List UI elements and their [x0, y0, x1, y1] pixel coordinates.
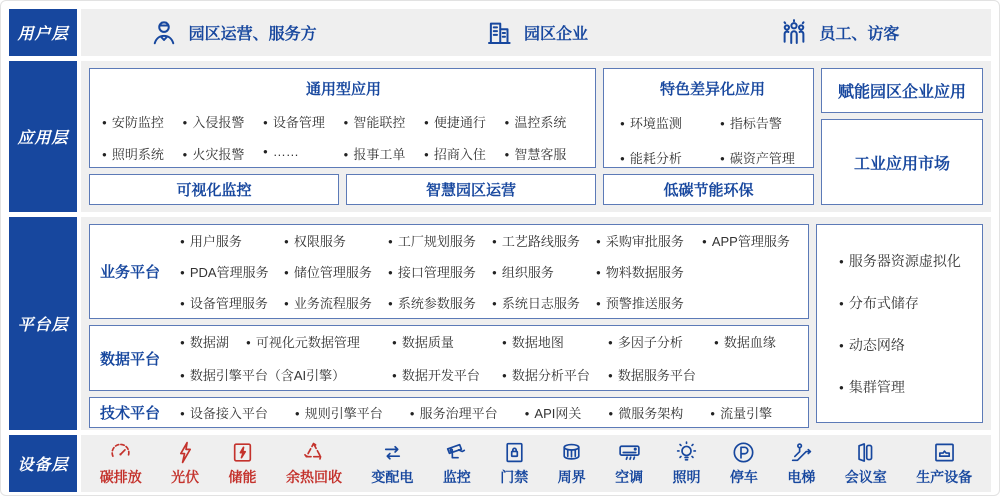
device-layer-content [81, 435, 991, 492]
device-access-control [500, 440, 528, 487]
device-label: 变配电 [371, 469, 414, 485]
device-elevator [787, 440, 815, 487]
enterprise-apps-column [821, 68, 983, 205]
application-layer-row [9, 61, 991, 212]
tech-platform-items [180, 403, 808, 422]
device-label: 生产设备 [916, 469, 973, 485]
platform-item: ● 数据血缘 [714, 332, 808, 351]
device-label: 储能 [228, 469, 257, 485]
platform-item: ● 组织服务 [492, 262, 596, 281]
meeting-room-icon [853, 440, 878, 465]
user-layer-label: 用户层 [9, 9, 77, 56]
platform-item: ● APP管理服务 [702, 231, 808, 250]
app-item: ● 设备管理 [263, 112, 344, 131]
special-apps-box [603, 68, 814, 168]
data-platform-box [89, 325, 809, 391]
data-platform-title: 数据平台 [100, 350, 161, 368]
platform-layer-row [9, 217, 991, 430]
smart-park-operation-box: 智慧园区运营 [346, 174, 596, 205]
platform-item: ● 数据服务平台 [608, 365, 714, 384]
general-apps-column [89, 68, 596, 205]
device-lighting [673, 440, 701, 487]
platform-item: ● 多因子分析 [608, 332, 714, 351]
business-platform-grid [180, 231, 808, 312]
business-platform-box [89, 224, 809, 319]
device-waste-heat-recovery [286, 440, 342, 487]
app-item: ● 安防监控 [102, 112, 183, 131]
operator-person-icon [149, 18, 179, 48]
app-item: ● 入侵报警 [183, 112, 264, 131]
platform-item: ● 物料数据服务 [596, 262, 702, 281]
user-layer-row [9, 9, 991, 56]
device-label: 门禁 [500, 469, 529, 485]
app-item: ● 环境监测 [620, 113, 720, 132]
app-item: ● 温控系统 [505, 112, 586, 131]
infra-item: ● 集群管理 [839, 377, 982, 397]
special-apps-column [603, 68, 814, 205]
platform-item: ● 用户服务 [180, 231, 284, 250]
platform-item: ● 数据湖 [180, 332, 246, 351]
platform-item: ● PDA管理服务 [180, 262, 284, 281]
parking-icon [731, 440, 756, 465]
door-lock-icon [502, 440, 527, 465]
special-apps-grid [620, 113, 805, 167]
infra-item: ● 动态网络 [839, 335, 982, 355]
people-group-icon [779, 18, 809, 48]
swap-arrows-icon [380, 440, 405, 465]
user-group-label: 员工、访客 [819, 26, 900, 43]
platform-layer-content [81, 217, 991, 430]
device-surveillance [443, 440, 471, 487]
device-layer-row [9, 435, 991, 492]
app-item: ● 报事工单 [344, 144, 425, 163]
lightning-icon [173, 440, 198, 465]
app-item: ● 智能联控 [344, 112, 425, 131]
application-layer-content [81, 61, 991, 212]
device-label: 监控 [442, 469, 471, 485]
grid-spacer [702, 262, 808, 281]
grid-spacer [702, 293, 808, 312]
platform-item: ● 设备管理服务 [180, 293, 284, 312]
escalator-icon [789, 440, 814, 465]
device-production-equipment [916, 440, 972, 487]
platform-item: ● 服务治理平台 [410, 403, 498, 422]
platform-item: ● 数据开发平台 [392, 365, 502, 384]
device-parking [730, 440, 758, 487]
general-apps-pills [89, 174, 596, 205]
app-item: ● 碳资产管理 [720, 148, 805, 167]
user-group-label: 园区运营、服务方 [188, 26, 317, 43]
app-item: ● 招商入住 [424, 144, 505, 163]
device-label: 光伏 [171, 469, 200, 485]
user-group-staff-visitors [688, 18, 991, 48]
platform-item: ● 业务流程服务 [284, 293, 388, 312]
platform-item: ● 储位管理服务 [284, 262, 388, 281]
platform-item: ● 数据质量 [392, 332, 502, 351]
device-air-conditioner [615, 440, 643, 487]
industrial-app-market-box: 工业应用市场 [821, 119, 983, 205]
platform-item: ● 流量引擎 [710, 403, 772, 422]
platform-item: ● 可视化元数据管理 [246, 332, 392, 351]
platform-item: ● 接口管理服务 [388, 262, 492, 281]
platform-item: ● API网关 [525, 403, 582, 422]
device-energy-storage [229, 440, 257, 487]
data-platform-grid [180, 332, 808, 384]
device-label: 会议室 [844, 469, 887, 485]
app-item: ● 指标告警 [720, 113, 805, 132]
infrastructure-box [816, 224, 983, 423]
device-layer-label: 设备层 [9, 435, 77, 492]
platform-item: ● 数据引擎平台（含AI引擎） [180, 365, 392, 384]
platform-boxes-column [89, 224, 809, 423]
device-label: 电梯 [787, 469, 816, 485]
device-label: 空调 [615, 469, 644, 485]
general-apps-box [89, 68, 596, 168]
visual-monitoring-box: 可视化监控 [89, 174, 339, 205]
platform-item: ● 采购审批服务 [596, 231, 702, 250]
light-bulb-icon [674, 440, 699, 465]
device-label: 余热回收 [285, 469, 342, 485]
infra-item: ● 服务器资源虚拟化 [839, 251, 982, 271]
app-item: ● 智慧客服 [505, 144, 586, 163]
platform-item: ● 权限服务 [284, 231, 388, 250]
device-label: 周界 [557, 469, 586, 485]
production-machine-icon [932, 440, 957, 465]
device-meeting-room [845, 440, 887, 487]
user-layer-content [81, 9, 991, 56]
low-carbon-box: 低碳节能环保 [603, 174, 814, 205]
tech-platform-box [89, 397, 809, 428]
device-perimeter [558, 440, 586, 487]
app-item: ● …… [263, 144, 344, 163]
platform-item: ● 系统参数服务 [388, 293, 492, 312]
platform-item: ● 工厂规划服务 [388, 231, 492, 250]
recycle-icon [301, 440, 326, 465]
device-photovoltaic [171, 440, 199, 487]
platform-item: ● 数据分析平台 [502, 365, 608, 384]
special-apps-title: 特色差异化应用 [659, 81, 765, 98]
grid-spacer [714, 365, 808, 384]
infra-item: ● 分布式储存 [839, 293, 982, 313]
general-apps-grid [102, 112, 585, 163]
app-item: ● 能耗分析 [620, 148, 720, 167]
user-group-label: 园区企业 [523, 26, 588, 43]
gauge-icon [108, 440, 133, 465]
perimeter-drum-icon [559, 440, 584, 465]
platform-item: ● 规则引擎平台 [295, 403, 383, 422]
cctv-camera-icon [444, 440, 469, 465]
device-label: 停车 [729, 469, 758, 485]
platform-item: ● 微服务架构 [608, 403, 683, 422]
device-label: 照明 [672, 469, 701, 485]
app-item: ● 便捷通行 [424, 112, 505, 131]
air-conditioner-icon [617, 440, 642, 465]
empower-enterprise-box: 赋能园区企业应用 [821, 68, 983, 113]
general-apps-title: 通用型应用 [305, 81, 381, 98]
building-icon [484, 18, 514, 48]
app-item: ● 照明系统 [102, 144, 183, 163]
platform-item: ● 预警推送服务 [596, 293, 702, 312]
device-carbon-emission [100, 440, 142, 487]
user-group-enterprises [384, 18, 687, 48]
tech-platform-title: 技术平台 [100, 405, 161, 422]
platform-layer-label: 平台层 [9, 217, 77, 430]
platform-item: ● 系统日志服务 [492, 293, 596, 312]
platform-item: ● 工艺路线服务 [492, 231, 596, 250]
platform-item: ● 数据地图 [502, 332, 608, 351]
device-power-distribution [371, 440, 413, 487]
platform-item: ● 设备接入平台 [180, 403, 268, 422]
user-group-operators [81, 18, 384, 48]
app-item: ● 火灾报警 [183, 144, 264, 163]
device-label: 碳排放 [99, 469, 142, 485]
business-platform-title: 业务平台 [100, 264, 161, 281]
application-layer-label: 应用层 [9, 61, 77, 212]
battery-bolt-icon [230, 440, 255, 465]
